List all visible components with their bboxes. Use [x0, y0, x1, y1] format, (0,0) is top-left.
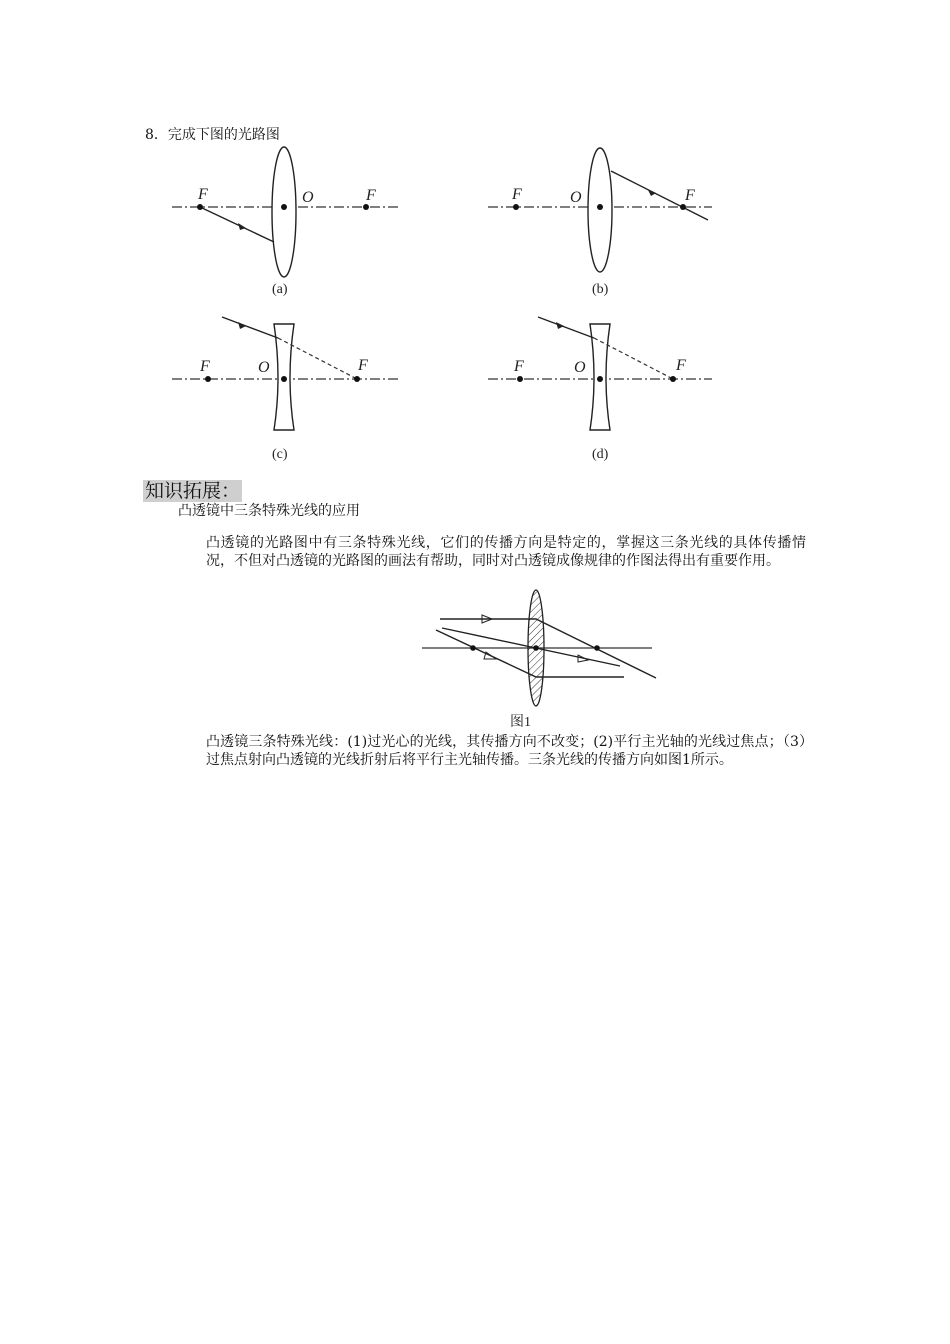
label-f-right: F: [358, 357, 368, 374]
figure-a: [160, 140, 420, 300]
figure-1-convex-lens-rays: [420, 588, 660, 733]
extension-heading: 知识拓展：: [145, 480, 241, 502]
incident-ray: [538, 317, 594, 338]
label-f-left: F: [200, 358, 210, 375]
focus-point-left: [197, 204, 203, 210]
optical-center: [597, 204, 603, 210]
focus-point-left: [517, 376, 523, 382]
label-f-left: F: [514, 358, 524, 375]
caption-c: (c): [272, 447, 288, 462]
incident-ray: [222, 317, 278, 338]
label-o: O: [570, 189, 582, 206]
caption-b: (b): [592, 282, 609, 297]
incident-ray: [200, 207, 274, 242]
extension-subtitle: 凸透镜中三条特殊光线的应用: [178, 503, 360, 519]
label-f-right: F: [685, 187, 695, 204]
caption-d: (d): [592, 447, 609, 462]
figure-c: [160, 308, 420, 468]
ray-arrow: [238, 322, 246, 329]
label-o: O: [302, 189, 314, 206]
extension-paragraph-1: 凸透镜的光路图中有三条特殊光线，它们的传播方向是特定的，掌握这三条光线的具体传播情况，不但对凸透镜的光路图的画法有帮助，同时对凸透镜成像规律的作图法得出有重要作用。: [206, 535, 806, 569]
optical-center: [281, 376, 287, 382]
focus-point-right: [670, 376, 676, 382]
figure-1-caption: 图1: [510, 715, 531, 730]
ray-arrow: [556, 322, 564, 329]
label-o: O: [574, 359, 586, 376]
convex-lens: [272, 147, 296, 277]
label-f-right: F: [366, 187, 376, 204]
label-f-left: F: [512, 186, 522, 203]
ray-arrow: [648, 190, 656, 196]
caption-a: (a): [272, 282, 288, 297]
focus-point-right: [680, 204, 686, 210]
optical-center: [281, 204, 287, 210]
extension-paragraph-2: 凸透镜三条特殊光线：(1)过光心的光线，其传播方向不改变；(2)平行主光轴的光线过焦点；（3）过焦点射向凸透镜的光线折射后将平行主光轴传播。三条光线的传播方向如图1所示。: [206, 734, 806, 768]
focus-point-right: [354, 376, 360, 382]
label-f-left: F: [198, 186, 208, 203]
label-f-right: F: [676, 357, 686, 374]
optical-center: [533, 645, 539, 651]
label-o: O: [258, 359, 270, 376]
figure-b: [480, 140, 740, 300]
optical-center: [597, 376, 603, 382]
figure-d: [480, 308, 740, 468]
focus-point-left: [205, 376, 211, 382]
question-title: 8．完成下图的光路图: [145, 127, 280, 143]
focus-point-right: [594, 645, 600, 651]
focus-point-left: [470, 645, 476, 651]
focus-point-left: [513, 204, 519, 210]
focus-point-right: [363, 204, 369, 210]
